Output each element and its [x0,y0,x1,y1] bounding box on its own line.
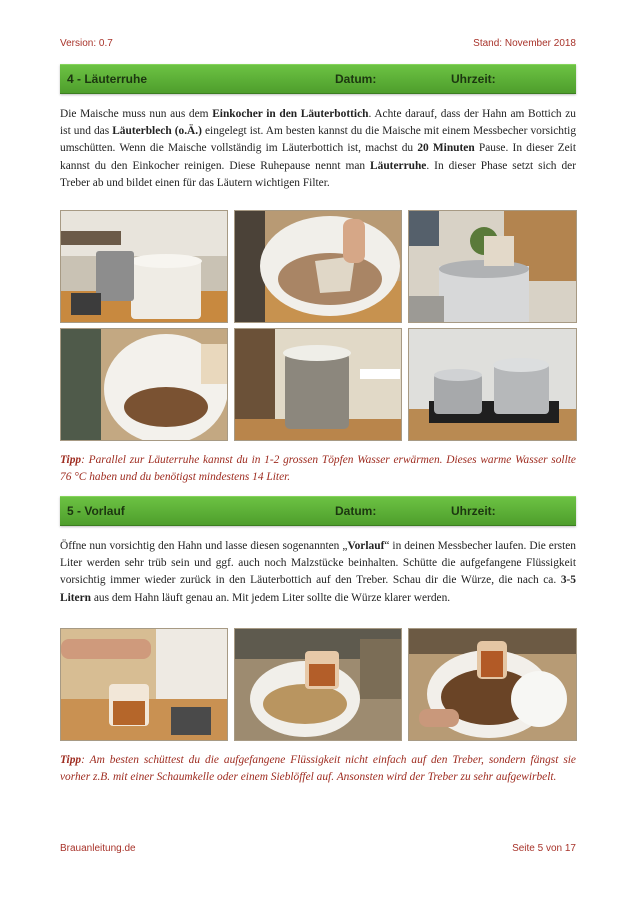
photo-mash-bucket-kitchen [60,210,228,323]
photo-skimming-with-ladle [408,628,577,741]
version-label: Version: 0.7 [60,38,113,49]
photo-closed-bucket-on-counter [234,328,402,441]
section-5-paragraph: Öffne nun vorsichtig den Hahn und lasse diesen sogenannten „Vorlauf“ in deinen Messbecher laufen. Die ersten Liter werden sehr trüb sein und ggf. auch noch Malzstücke beinhalten. Schütte die aufgefangene Flüssigkeit vorsichtig immer wieder zurück in den Läuterbottich auf den Treber. Schau dir die Würze, die nach ca. 3-5 Litern aus dem Hahn läuft genau an. Mit jedem Liter sollte die Würze klarer werden. [60,540,576,604]
section-4-tipp: Tipp: Parallel zur Läuterruhe kannst du in 1-2 grossen Töpfen Wasser erwärmen. Dieses warme Wasser sollte 76 °C haben und du benötigst mindestens 14 Liter. [60,454,576,484]
photo-bucket-mash-closeup [60,328,228,441]
stand-label: Stand: November 2018 [473,38,576,49]
photo-einkocher-plant [408,210,577,323]
section-4-title: 4 - Läuterruhe [67,72,148,86]
photo-pots-on-stove [408,328,577,441]
section-5-header [60,496,576,526]
photo-pouring-mash [234,210,402,323]
section-5-title: 5 - Vorlauf [67,504,125,518]
section-4-paragraph: Die Maische muss nun aus dem Einkocher in den Läuterbottich. Achte darauf, dass der Hahn am Bottich zu ist und das Läuterblech (o.Ä.) eingelegt ist. Am besten kannst du die Maische mit einem Messbecher vorsichtig umschütten. Wenn die Maische vollständig im Läuterbottich ist, machst du 20 Minuten Pause. In dieser Zeit kannst du den Einkocher reinigen. Diese Ruhepause nennt man Läuterruhe. In dieser Phase setzt sich der Treber ab und bildet einen für das Läutern wichtigen Filter. [60,108,577,189]
footer-site[interactable]: Brauanleitung.de [60,843,136,854]
footer-page-number: Seite 5 von 17 [512,843,576,854]
photo-tap-into-measuring-cup [60,628,228,741]
section-5-uhrzeit-label: Uhrzeit: [451,504,496,518]
section-5-tipp: Tipp: Am besten schüttest du die aufgefangene Flüssigkeit nicht einfach auf den Treber, sondern fängst sie vorher z.B. mit einer Schaumkelle oder einem Sieblöffel auf. Ansonsten wird der Treber zu sehr aufgewirbelt. [60,754,576,784]
section-5-datum-label: Datum: [335,504,377,518]
section-4-header [60,64,576,94]
section-4-datum-label: Datum: [335,72,377,86]
photo-pouring-wort-back [234,628,402,741]
section-4-uhrzeit-label: Uhrzeit: [451,72,496,86]
